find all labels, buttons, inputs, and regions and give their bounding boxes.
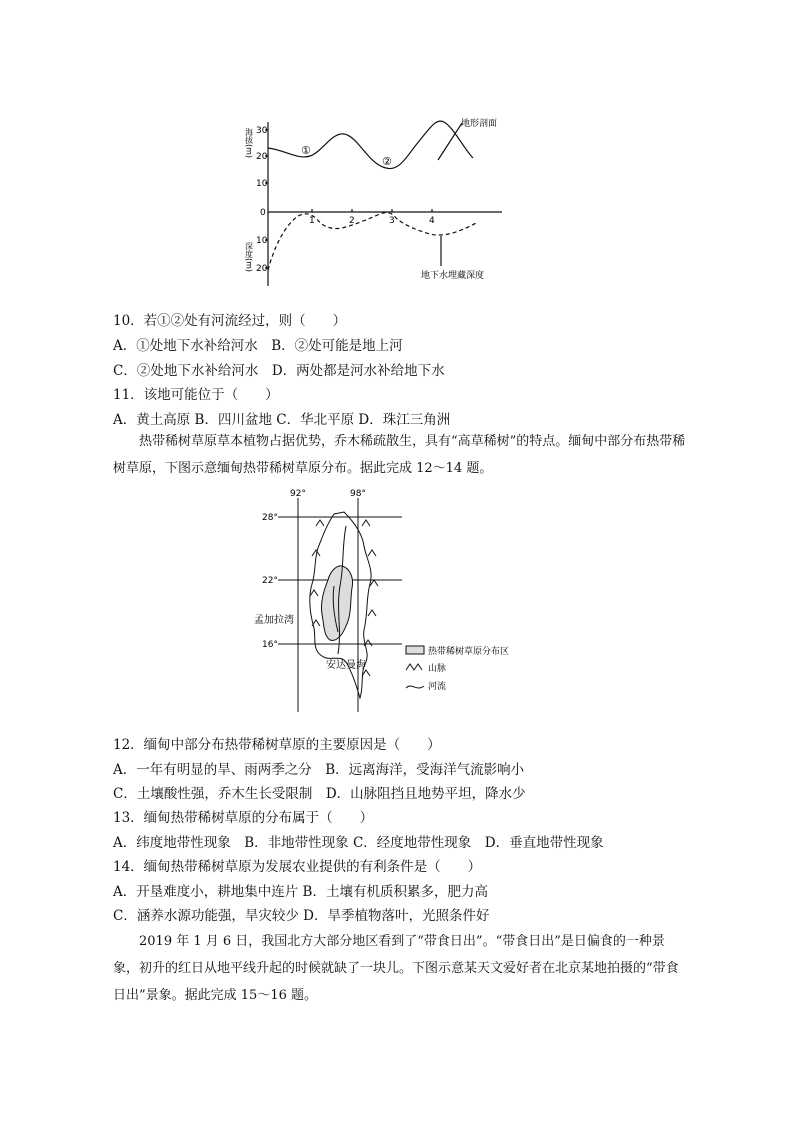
y-tick-20: 20	[256, 152, 268, 162]
q10-stem: 10．若①②处有河流经过，则（ ）	[113, 313, 347, 329]
legend-mountain-label: 山脉	[428, 664, 447, 674]
intro-eclipse-text: 2019 年 1 月 6 日，我国北方大部分地区看到了“带食日出”。“带食日出”是日偏食的一种景象，初升的红日从地平线升起的时候就缺了一块儿。下图示意某天文爱好者在北京某地拍摄的“带食日出”景象。据此完成 15～16 题。	[113, 934, 679, 1003]
y-label-altitude: 海拔(m)	[244, 128, 254, 159]
q13-stem: 13．缅甸热带稀树草原的分布属于（ ）	[113, 810, 374, 826]
label-lat-22: 22°	[262, 576, 278, 586]
label-lon-98: 98°	[350, 489, 366, 499]
label-lon-92: 92°	[290, 489, 306, 499]
x-tick-4: 4	[429, 216, 435, 226]
q12-options-cd: C．土壤酸性强，乔木生长受限制 D．山脉阻挡且地势平坦，降水少	[113, 786, 526, 802]
label-terrain-profile: 地形剖面	[461, 119, 498, 129]
x-tick-3: 3	[389, 216, 395, 226]
legend-savanna-swatch	[406, 646, 424, 654]
marker-2: ②	[382, 155, 392, 168]
q12-stem: 12．缅甸中部分布热带稀树草原的主要原因是（ ）	[113, 737, 441, 753]
y-tick-depth-10: 10	[256, 236, 268, 246]
legend-mountain-icon	[406, 664, 422, 670]
legend-river-label: 河流	[428, 682, 447, 692]
legend-savanna-label: 热带稀树草原分布区	[428, 647, 510, 657]
mountain-range-east	[362, 520, 378, 676]
q11-stem: 11．该地可能位于（ ）	[113, 387, 279, 403]
terrain-profile-line	[268, 121, 473, 168]
y-tick-30: 30	[256, 126, 268, 136]
terrain-profile-figure	[240, 110, 540, 292]
marker-1: ①	[301, 144, 311, 157]
myanmar-savanna-map	[252, 486, 552, 714]
q14-options-ab: A．开垦难度小，耕地集中连片 B．土壤有机质积累多，肥力高	[113, 884, 488, 900]
x-tick-2: 2	[349, 216, 355, 226]
label-andaman-sea: 安达曼海	[326, 660, 366, 671]
q10-options-cd: C．②处地下水补给河水 D．两处都是河水补给地下水	[113, 363, 445, 379]
x-tick-1: 1	[309, 216, 315, 226]
label-lat-28: 28°	[262, 513, 278, 523]
y-tick-0: 0	[260, 208, 266, 218]
intro-paragraph-eclipse	[113, 928, 688, 1009]
q10-options-ab: A．①处地下水补给河水 B．②处可能是地上河	[113, 338, 403, 354]
y-tick-depth-20: 20	[256, 264, 268, 274]
q11-options: A．黄土高原 B．四川盆地 C．华北平原 D．珠江三角洲	[113, 412, 451, 428]
q14-options-cd: C．涵养水源功能强，旱灾较少 D．旱季植物落叶，光照条件好	[113, 908, 490, 924]
y-label-depth: 深度(m)	[244, 242, 254, 273]
terrain-label-arrow	[438, 123, 462, 160]
intro-paragraph-savanna	[113, 428, 688, 482]
label-lat-16: 16°	[262, 640, 278, 650]
legend-river-icon	[406, 686, 424, 688]
q12-options-ab: A．一年有明显的旱、雨两季之分 B．远离海洋，受海洋气流影响小	[113, 762, 525, 778]
y-tick-10: 10	[256, 179, 268, 189]
groundwater-depth-line	[268, 213, 478, 270]
label-groundwater-depth: 地下水埋藏深度	[421, 271, 485, 281]
label-bay-of-bengal: 孟加拉湾	[254, 615, 294, 626]
q13-options: A．纬度地带性现象 B．非地带性现象 C．经度地带性现象 D．垂直地带性现象	[113, 835, 604, 851]
q14-stem: 14．缅甸热带稀树草原为发展农业提供的有利条件是（ ）	[113, 859, 482, 875]
intro-savanna-text: 热带稀树草原草本植物占据优势，乔木稀疏散生，具有“高草稀树”的特点。缅甸中部分布热带稀树草原，下图示意缅甸热带稀树草原分布。据此完成 12～14 题。	[113, 434, 686, 476]
